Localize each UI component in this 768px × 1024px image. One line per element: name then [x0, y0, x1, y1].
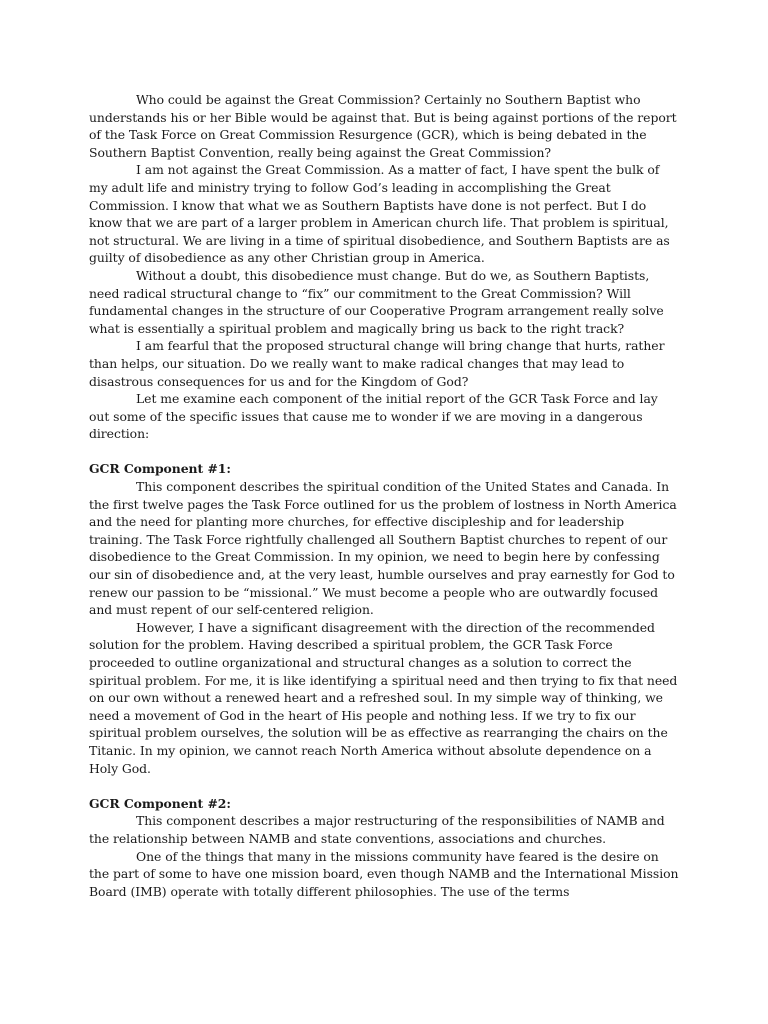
body-paragraph: This component describes a major restructuring of the responsibilities of NAMB and the relationship between NAMB and state conventions, associations and churches.: [89, 813, 665, 846]
body-paragraph: However, I have a significant disagreement with the direction of the recommended solution for the problem. Having described a spiritual problem, the GCR Task Force proceeded to outline organizational and structural changes as a solution to correct the spiritual problem. For me, it is like identifying a spiritual need and then trying to fix that need on our own without a renewed heart and a refreshed soul. In my simple way of thinking, we need a movement of God in the heart of His people and nothing less. If we try to fix our spiritual problem ourselves, the solution will be as effective as rearranging the chairs on the Titanic. In my opinion, we cannot reach North America without absolute dependence on a Holy God.: [89, 619, 678, 776]
section-heading: GCR Component #2:: [89, 795, 231, 811]
body-paragraph: I am fearful that the proposed structural change will bring change that hurts, rather than helps, our situation. Do we really want to make radical changes that may lead to disastrous consequences for us and for the Kingdom of God?: [89, 338, 665, 389]
body-paragraph: I am not against the Great Commission. As a matter of fact, I have spent the bulk of my adult life and ministry trying to follow God’s leading in accomplishing the Great Commission. I know that what we as Southern Baptists have done is not perfect. But I do know that we are part of a larger problem in American church life. That problem is spiritual, not structural. We are living in a time of spiritual disobedience, and Southern Baptists are as guilty of disobedience as any other Christian group in America.: [89, 162, 670, 266]
body-paragraph: Without a doubt, this disobedience must change. But do we, as Southern Baptists, need radical structural change to “fix” our commitment to the Great Commission? Will fundamental changes in the structure of our Cooperative Program arrangement really solve what is essentially a spiritual problem and magically bring us back to the right track?: [89, 267, 664, 336]
body-paragraph: This component describes the spiritual condition of the United States and Canada. In the first twelve pages the Task Force outlined for us the problem of lostness in North America and the need for planting more churches, for effective discipleship and for leadership training. The Task Force rightfully challenged all Southern Baptist churches to repent of our disobedience to the Great Commission. In my opinion, we need to begin here by confessing our sin of disobedience and, at the very least, humble ourselves and pray earnestly for God to renew our passion to be “missional.” We must become a people who are outwardly focused and must repent of our self-centered religion.: [89, 479, 677, 618]
body-paragraph: Let me examine each component of the initial report of the GCR Task Force and lay out some of the specific issues that cause me to wonder if we are moving in a dangerous direction:: [89, 391, 658, 442]
body-paragraph: Who could be against the Great Commission? Certainly no Southern Baptist who understands his or her Bible would be against that. But is being against portions of the report of the Task Force on Great Commission Resurgence (GCR), which is being debated in the Southern Baptist Convention, really being against the Great Commission?: [89, 92, 677, 160]
document-page: [89, 91, 679, 900]
section-heading: GCR Component #1:: [89, 461, 231, 477]
body-paragraph: One of the things that many in the missions community have feared is the desire on the part of some to have one mission board, even though NAMB and the International Mission Board (IMB) operate with totally different philosophies. The use of the terms: [89, 848, 679, 899]
